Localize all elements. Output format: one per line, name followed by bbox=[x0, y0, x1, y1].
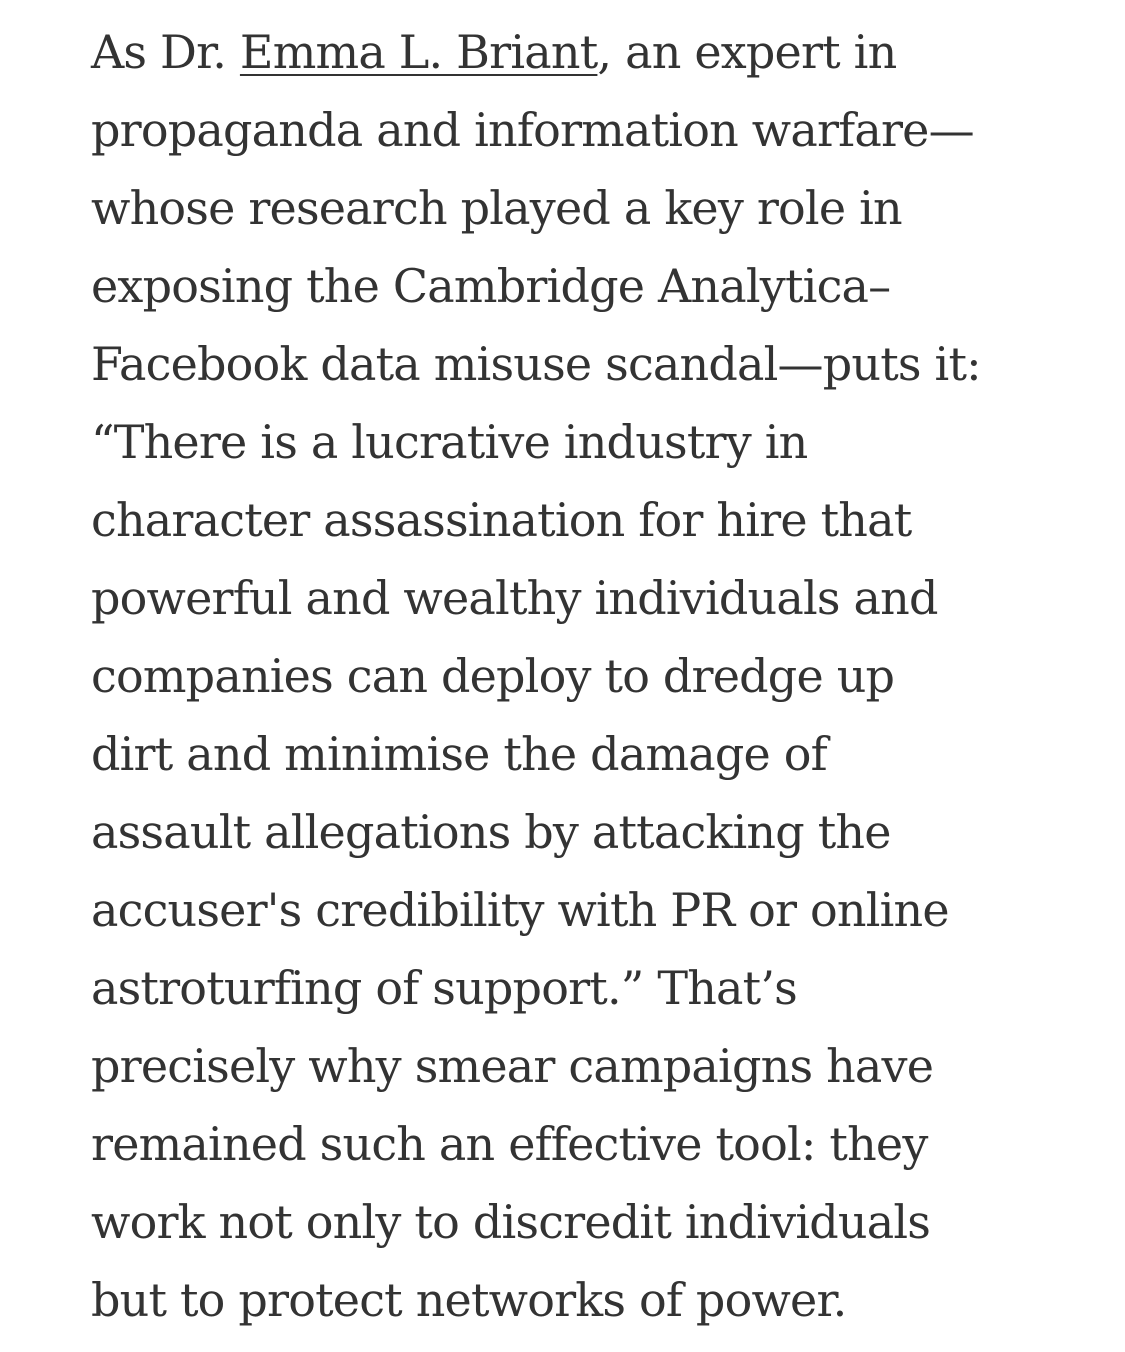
paragraph-line: companies can deploy to dredge up bbox=[91, 649, 895, 703]
paragraph-line: “There is a lucrative industry in bbox=[91, 415, 808, 469]
paragraph-line: assault allegations by attacking the bbox=[91, 805, 891, 859]
paragraph-line: precisely why smear campaigns have bbox=[91, 1039, 934, 1093]
paragraph-line: accuser's credibility with PR or online bbox=[91, 883, 949, 937]
paragraph-line: powerful and wealthy individuals and bbox=[91, 571, 938, 625]
paragraph-line: exposing the Cambridge Analytica– bbox=[91, 259, 891, 313]
paragraph-line: work not only to discredit individuals bbox=[91, 1195, 931, 1249]
paragraph-line: character assassination for hire that bbox=[91, 493, 912, 547]
paragraph-line: but to protect networks of power. bbox=[91, 1273, 847, 1327]
line-text: As Dr. bbox=[91, 25, 240, 79]
article-paragraph bbox=[91, 13, 1101, 1339]
paragraph-line: Facebook data misuse scandal—puts it: bbox=[91, 337, 981, 391]
author-link-emma-briant[interactable]: Emma L. Briant bbox=[239, 25, 598, 79]
paragraph-line: remained such an effective tool: they bbox=[91, 1117, 928, 1171]
paragraph-line: propaganda and information warfare— bbox=[91, 103, 974, 157]
line-text: , an expert in bbox=[597, 25, 897, 79]
paragraph-line bbox=[91, 13, 1101, 91]
paragraph-line: whose research played a key role in bbox=[91, 181, 902, 235]
paragraph-line: astroturfing of support.” That’s bbox=[91, 961, 797, 1015]
paragraph-line: dirt and minimise the damage of bbox=[91, 727, 827, 781]
